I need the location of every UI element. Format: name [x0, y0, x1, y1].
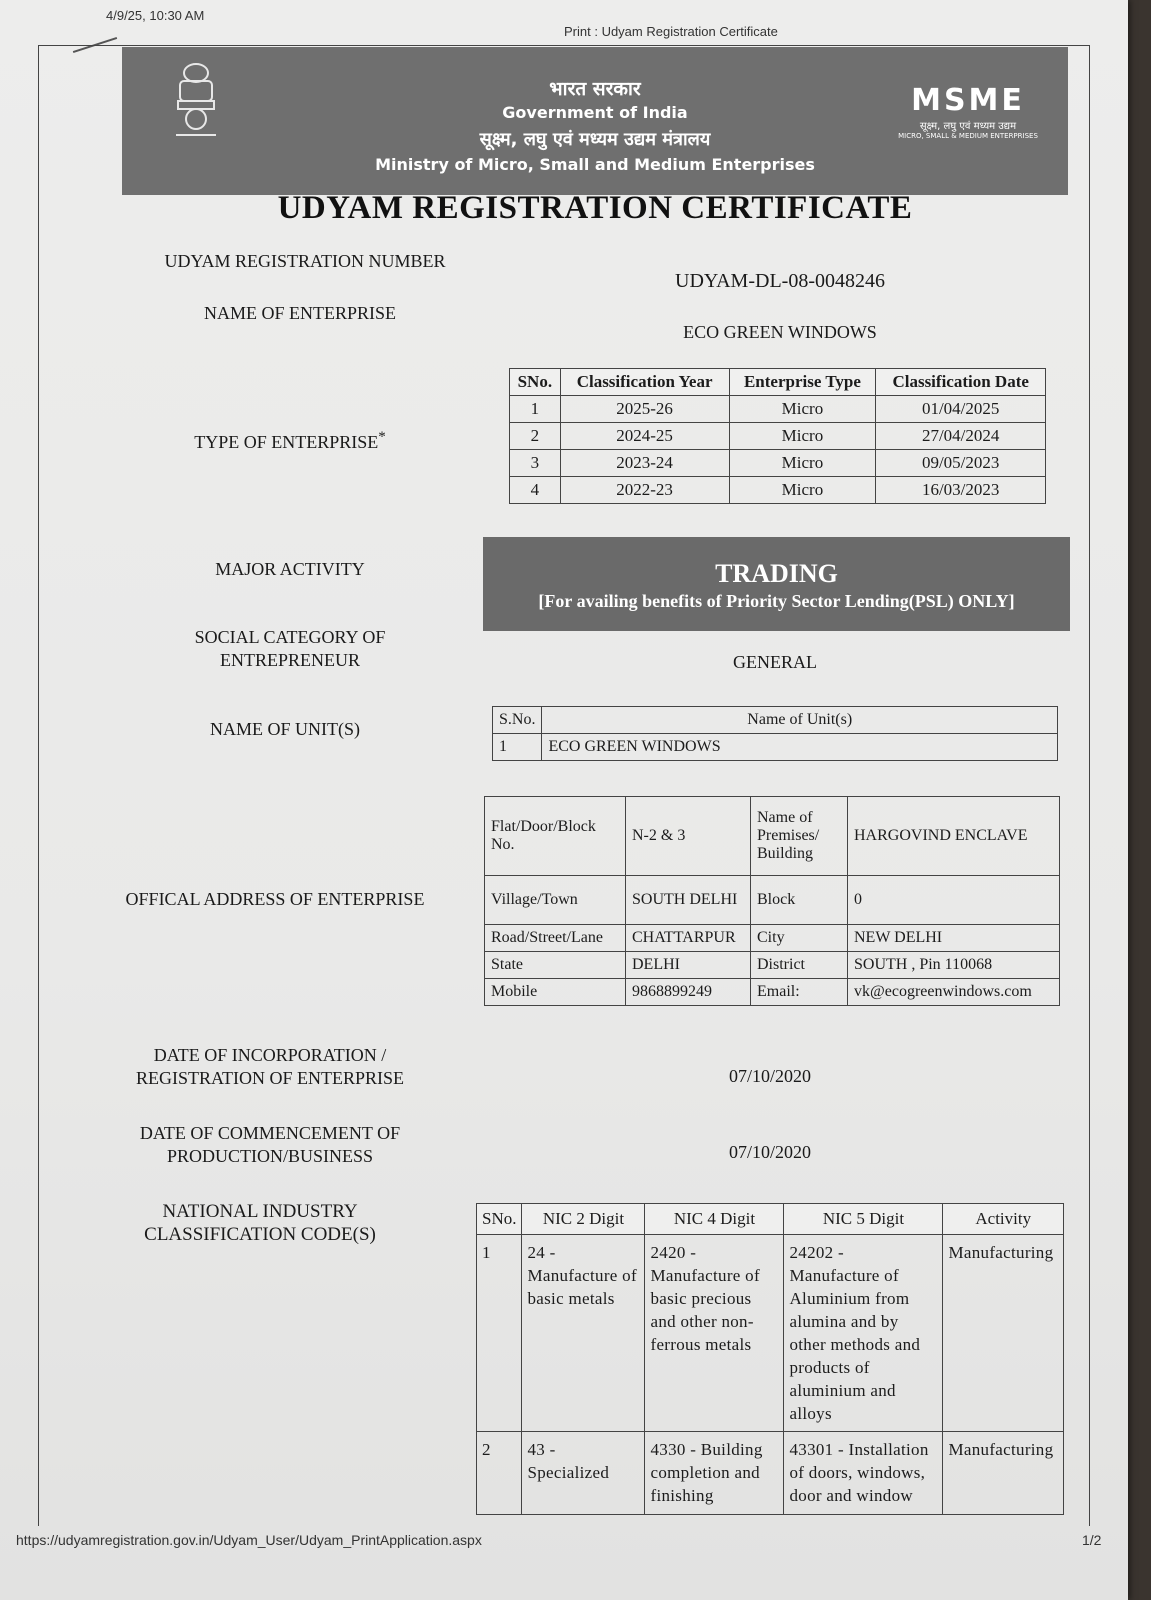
classification-header-type: Enterprise Type [729, 369, 876, 396]
email-label: Email: [751, 979, 848, 1006]
banner-hindi-government: भारत सरकार [549, 78, 641, 100]
commencement-label-line2: PRODUCTION/BUSINESS [166, 1146, 374, 1166]
table-row [510, 423, 1046, 450]
units-header-name: Name of Unit(s) [542, 707, 1058, 734]
classification-table [509, 368, 1046, 504]
commencement-date: 07/10/2020 [728, 1142, 811, 1162]
certificate-title: UDYAM REGISTRATION CERTIFICATE [277, 190, 913, 226]
msme-logo [898, 83, 1038, 140]
mobile-label: Mobile [485, 979, 626, 1006]
cell-nic2: 43 - Specialized [522, 1432, 645, 1515]
nic-header-sno: SNo. [477, 1204, 522, 1235]
table-row [477, 1432, 1064, 1515]
table-row [493, 734, 1058, 761]
road-label: Road/Street/Lane [485, 925, 626, 952]
table-row [510, 450, 1046, 477]
cell-date: 27/04/2024 [876, 423, 1046, 450]
premises-value: HARGOVIND ENCLAVE [848, 797, 1060, 876]
nic-header-5digit: NIC 5 Digit [784, 1204, 943, 1235]
cell-sno: 1 [477, 1235, 522, 1432]
units-header-row [493, 707, 1058, 734]
village-label: Village/Town [485, 876, 626, 925]
mobile-value: 9868899249 [626, 979, 751, 1006]
msme-logo-text: MSME [911, 83, 1025, 118]
email-value: vk@ecogreenwindows.com [848, 979, 1060, 1006]
units-header-sno: S.No. [493, 707, 542, 734]
cell-nic4: 4330 - Building completion and finishing [645, 1432, 784, 1515]
state-label: State [485, 952, 626, 979]
cell-nic2: 24 - Manufacture of basic metals [522, 1235, 645, 1432]
commencement-label [90, 1122, 450, 1168]
table-row [510, 396, 1046, 423]
cell-year: 2024-25 [560, 423, 729, 450]
government-banner [122, 47, 1068, 195]
block-label: Block [751, 876, 848, 925]
cell-sno: 4 [510, 477, 561, 504]
district-label: District [751, 952, 848, 979]
cell-type: Micro [729, 423, 876, 450]
nic-header-row [477, 1204, 1064, 1235]
cell-type: Micro [729, 477, 876, 504]
banner-hindi-ministry: सूक्ष्म, लघु एवं मध्यम उद्यम मंत्रालय [479, 129, 711, 150]
cell-unit-name: ECO GREEN WINDOWS [542, 734, 1058, 761]
block-value: 0 [848, 876, 1060, 925]
cell-date: 01/04/2025 [876, 396, 1046, 423]
cell-year: 2025-26 [560, 396, 729, 423]
commencement-label-line1: DATE OF COMMENCEMENT OF [139, 1123, 401, 1143]
enterprise-type-label-text: TYPE OF ENTERPRISE [194, 432, 379, 452]
cell-nic4: 2420 - Manufacture of basic precious and other non-ferrous metals [645, 1235, 784, 1432]
footer-url: https://udyamregistration.gov.in/Udyam_User/Udyam_PrintApplication.aspx [16, 1532, 482, 1548]
nic-label-line1: NATIONAL INDUSTRY [162, 1201, 358, 1222]
cell-type: Micro [729, 450, 876, 477]
units-table [492, 706, 1058, 761]
cell-sno: 1 [510, 396, 561, 423]
road-value: CHATTARPUR [626, 925, 751, 952]
major-activity-value: TRADING [715, 559, 838, 588]
registration-number-label: UDYAM REGISTRATION NUMBER [164, 251, 446, 271]
incorporation-label [90, 1044, 450, 1090]
footer-page-number: 1/2 [1082, 1532, 1102, 1548]
enterprise-name-label: NAME OF ENTERPRISE [203, 303, 396, 323]
print-datetime: 4/9/25, 10:30 AM [106, 8, 205, 23]
flat-label: Flat/Door/Block No. [485, 797, 626, 876]
classification-header-sno: SNo. [510, 369, 561, 396]
nic-table [476, 1203, 1064, 1515]
address-row-state [485, 952, 1060, 979]
banner-ministry: Ministry of Micro, Small and Medium Enterprises [375, 155, 815, 174]
address-table [484, 796, 1060, 1006]
classification-header-date: Classification Date [876, 369, 1046, 396]
table-row [477, 1235, 1064, 1432]
print-title: Print : Udyam Registration Certificate [564, 24, 778, 39]
city-label: City [751, 925, 848, 952]
enterprise-type-label [150, 426, 430, 454]
village-value: SOUTH DELHI [626, 876, 751, 925]
address-row-mobile [485, 979, 1060, 1006]
address-label: OFFICAL ADDRESS OF ENTERPRISE [125, 889, 425, 909]
cell-activity: Manufacturing [943, 1235, 1064, 1432]
premises-label: Name of Premises/ Building [751, 797, 848, 876]
classification-header-year: Classification Year [560, 369, 729, 396]
cell-sno: 2 [510, 423, 561, 450]
nic-header-activity: Activity [943, 1204, 1064, 1235]
incorporation-label-line1: DATE OF INCORPORATION / [153, 1045, 387, 1065]
cell-activity: Manufacturing [943, 1432, 1064, 1515]
registration-number: UDYAM-DL-08-0048246 [675, 270, 885, 292]
cell-year: 2022-23 [560, 477, 729, 504]
address-row-road [485, 925, 1060, 952]
enterprise-name: ECO GREEN WINDOWS [683, 322, 877, 342]
social-category-label-line1: SOCIAL CATEGORY OF [194, 627, 386, 647]
enterprise-type-asterisk: * [378, 429, 386, 445]
table-row [510, 477, 1046, 504]
cell-nic5: 43301 - Installation of doors, windows, door and window [784, 1432, 943, 1515]
msme-logo-hindi: सूक्ष्म, लघु एवं मध्यम उद्यम [919, 121, 1017, 132]
classification-header-row [510, 369, 1046, 396]
state-value: DELHI [626, 952, 751, 979]
cell-nic5: 24202 - Manufacture of Aluminium from alumina and by other methods and products of aluminium and alloys [784, 1235, 943, 1432]
incorporation-label-line2: REGISTRATION OF ENTERPRISE [135, 1068, 404, 1088]
flat-value: N-2 & 3 [626, 797, 751, 876]
nic-label [100, 1200, 420, 1246]
city-value: NEW DELHI [848, 925, 1060, 952]
social-category: GENERAL [733, 652, 817, 672]
major-activity-label: MAJOR ACTIVITY [215, 559, 365, 579]
major-activity-note: [For availing benefits of Priority Sector Lending(PSL) ONLY] [538, 591, 1015, 611]
nic-header-2digit: NIC 2 Digit [522, 1204, 645, 1235]
cell-sno: 2 [477, 1432, 522, 1515]
cell-sno: 1 [493, 734, 542, 761]
address-row-flat [485, 797, 1060, 876]
address-row-village [485, 876, 1060, 925]
cell-year: 2023-24 [560, 450, 729, 477]
major-activity-box [483, 537, 1070, 631]
cell-date: 16/03/2023 [876, 477, 1046, 504]
cell-type: Micro [729, 396, 876, 423]
social-category-label-line2: ENTREPRENEUR [219, 650, 360, 670]
cell-date: 09/05/2023 [876, 450, 1046, 477]
social-category-label [150, 626, 430, 672]
district-value: SOUTH , Pin 110068 [848, 952, 1060, 979]
cell-sno: 3 [510, 450, 561, 477]
banner-government: Government of India [502, 103, 688, 122]
nic-header-4digit: NIC 4 Digit [645, 1204, 784, 1235]
nic-label-line2: CLASSIFICATION CODE(S) [144, 1224, 376, 1245]
units-label: NAME OF UNIT(S) [210, 719, 360, 739]
incorporation-date: 07/10/2020 [728, 1066, 811, 1086]
msme-logo-english: MICRO, SMALL & MEDIUM ENTERPRISES [898, 132, 1038, 140]
